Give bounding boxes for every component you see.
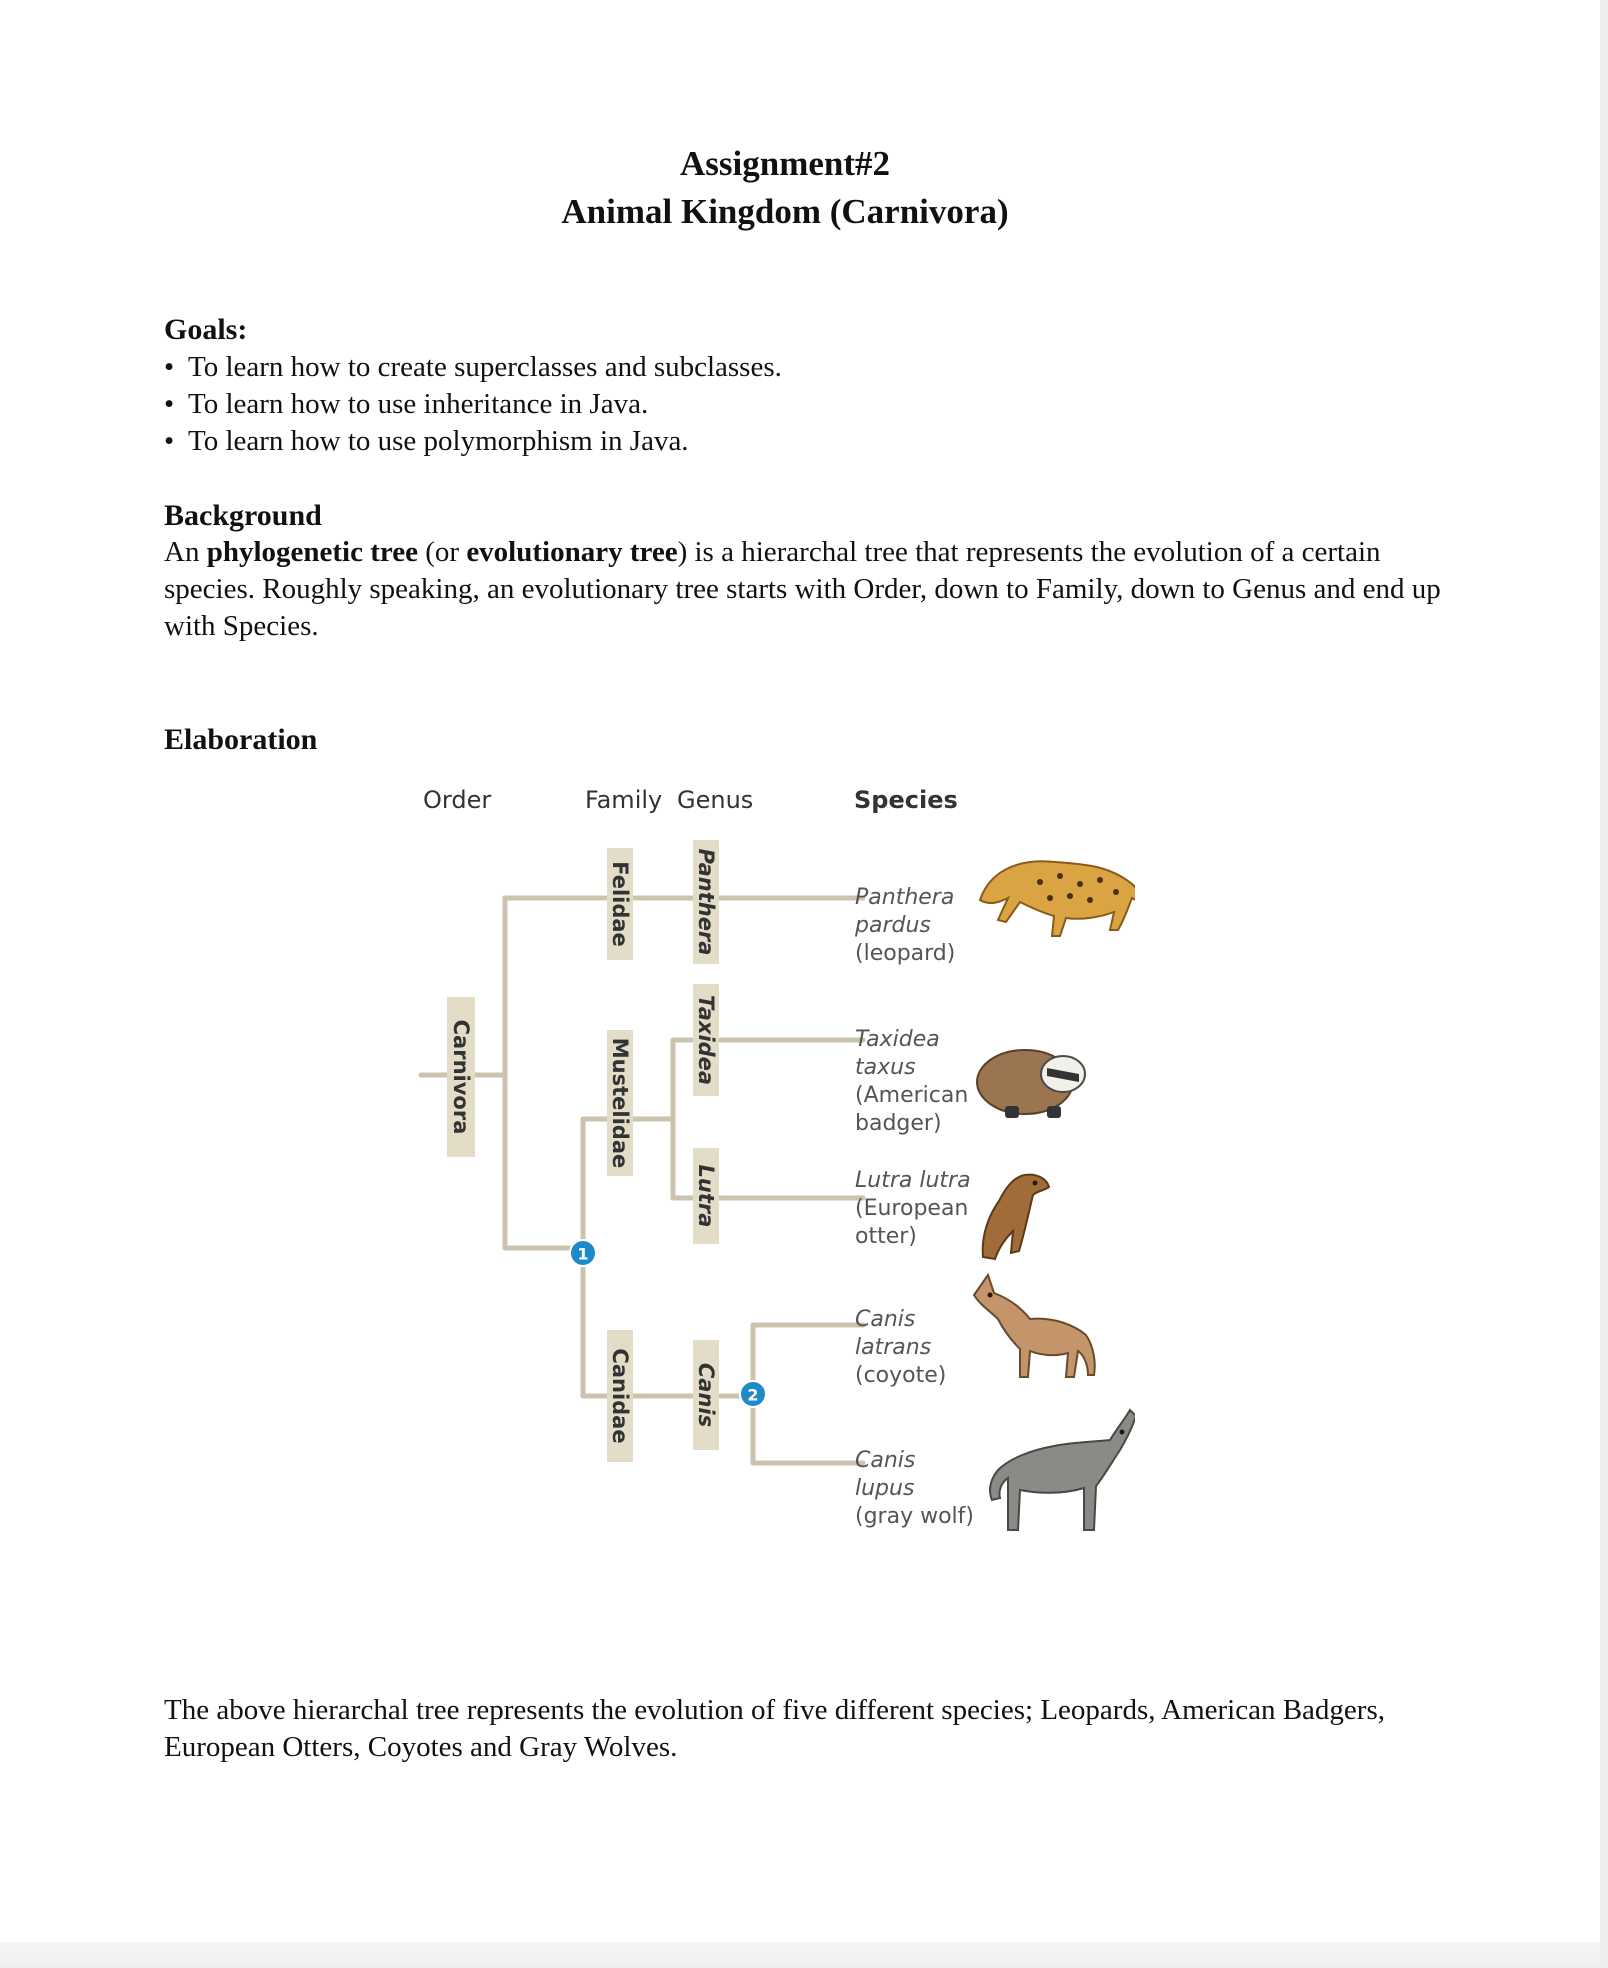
otter-icon — [983, 1175, 1049, 1259]
goals-heading: Goals: — [164, 313, 248, 346]
coyote-icon — [974, 1275, 1095, 1377]
genus-canis-label — [693, 1340, 719, 1450]
family-mustelidae-label — [607, 1030, 633, 1176]
phylogenetic-tree — [415, 770, 1135, 1580]
wolf-icon — [990, 1410, 1135, 1530]
svg-text:Taxidea: Taxidea — [694, 994, 718, 1086]
node-1-marker — [570, 1240, 596, 1266]
list-item: • To learn how to create superclasses and subclasses. — [164, 351, 782, 383]
svg-text:Canidae: Canidae — [608, 1348, 632, 1444]
header-family: Family — [585, 786, 663, 814]
species-badger-label — [855, 1027, 968, 1136]
svg-text:Mustelidae: Mustelidae — [608, 1037, 632, 1169]
svg-text:Lutra: Lutra — [694, 1164, 718, 1228]
background-heading: Background — [164, 499, 322, 532]
background-paragraph: An phylogenetic tree (or evolutionary tree) is a hierarchal tree that represents the evolution of a certain species. Roughly speaking, an evolutionary tree starts with Order, down to Family, down to Genus and end up with Species. — [164, 536, 1441, 642]
svg-text:Taxidea: Taxidea — [855, 1027, 940, 1052]
svg-text:1: 1 — [577, 1244, 589, 1264]
term-evolutionary-tree: evolutionary tree — [466, 536, 678, 568]
order-carnivora-label — [447, 997, 475, 1157]
svg-text:Panthera: Panthera — [694, 848, 718, 956]
elaboration-heading: Elaboration — [164, 723, 318, 756]
leopard-icon — [980, 861, 1135, 936]
family-canidae-label — [607, 1330, 633, 1462]
phylogenetic-tree-figure — [415, 770, 1135, 1580]
goals-list — [164, 349, 782, 460]
tree-branches — [421, 898, 863, 1463]
svg-text:2: 2 — [747, 1385, 759, 1405]
family-felidae-label — [607, 848, 633, 960]
title-block — [0, 140, 1570, 236]
assignment-title: Animal Kingdom (Carnivora) — [561, 192, 1009, 231]
header-species: Species — [854, 786, 958, 814]
svg-text:Lutra lutra: Lutra lutra — [855, 1168, 971, 1193]
svg-text:lupus: lupus — [855, 1476, 915, 1501]
species-wolf-label — [855, 1448, 974, 1529]
branch-carnivora — [505, 898, 583, 1248]
svg-text:Canis: Canis — [855, 1307, 916, 1332]
node-2-marker — [740, 1381, 766, 1407]
genus-lutra-label — [693, 1148, 719, 1244]
scrollbar-track[interactable] — [1600, 0, 1608, 1968]
term-phylogenetic-tree: phylogenetic tree — [206, 536, 418, 568]
svg-text:badger): badger) — [855, 1111, 942, 1136]
genus-taxidea-label — [693, 984, 719, 1096]
svg-text:(coyote): (coyote) — [855, 1363, 947, 1388]
badger-icon — [977, 1050, 1085, 1118]
list-item: • To learn how to use polymorphism in Java. — [164, 425, 689, 457]
svg-text:otter): otter) — [855, 1224, 917, 1249]
svg-text:Carnivora: Carnivora — [449, 1019, 473, 1135]
svg-text:taxus: taxus — [855, 1055, 916, 1080]
species-otter-label — [855, 1168, 971, 1249]
svg-text:Panthera: Panthera — [855, 885, 955, 910]
svg-text:(American: (American — [855, 1083, 969, 1108]
closing-paragraph: The above hierarchal tree represents the evolution of five different species; Leopards, American Badgers, European Otters, Coyotes and Gray Wolves. — [164, 1694, 1385, 1763]
svg-text:(leopard): (leopard) — [855, 941, 956, 966]
svg-text:(European: (European — [855, 1196, 969, 1221]
svg-text:latrans: latrans — [855, 1335, 932, 1360]
genus-panthera-label — [693, 840, 719, 964]
page-bottom-strip — [0, 1942, 1608, 1968]
species-leopard-label — [854, 885, 955, 966]
species-coyote-label — [855, 1307, 946, 1388]
assignment-number: Assignment#2 — [679, 144, 891, 183]
svg-text:(gray wolf): (gray wolf) — [855, 1504, 974, 1529]
list-item: • To learn how to use inheritance in Java. — [164, 388, 649, 420]
svg-text:Felidae: Felidae — [608, 861, 632, 947]
header-genus: Genus — [677, 786, 754, 814]
svg-text:Canis: Canis — [694, 1362, 718, 1428]
svg-text:pardus: pardus — [855, 913, 931, 938]
header-order: Order — [423, 786, 492, 814]
svg-text:Canis: Canis — [855, 1448, 916, 1473]
